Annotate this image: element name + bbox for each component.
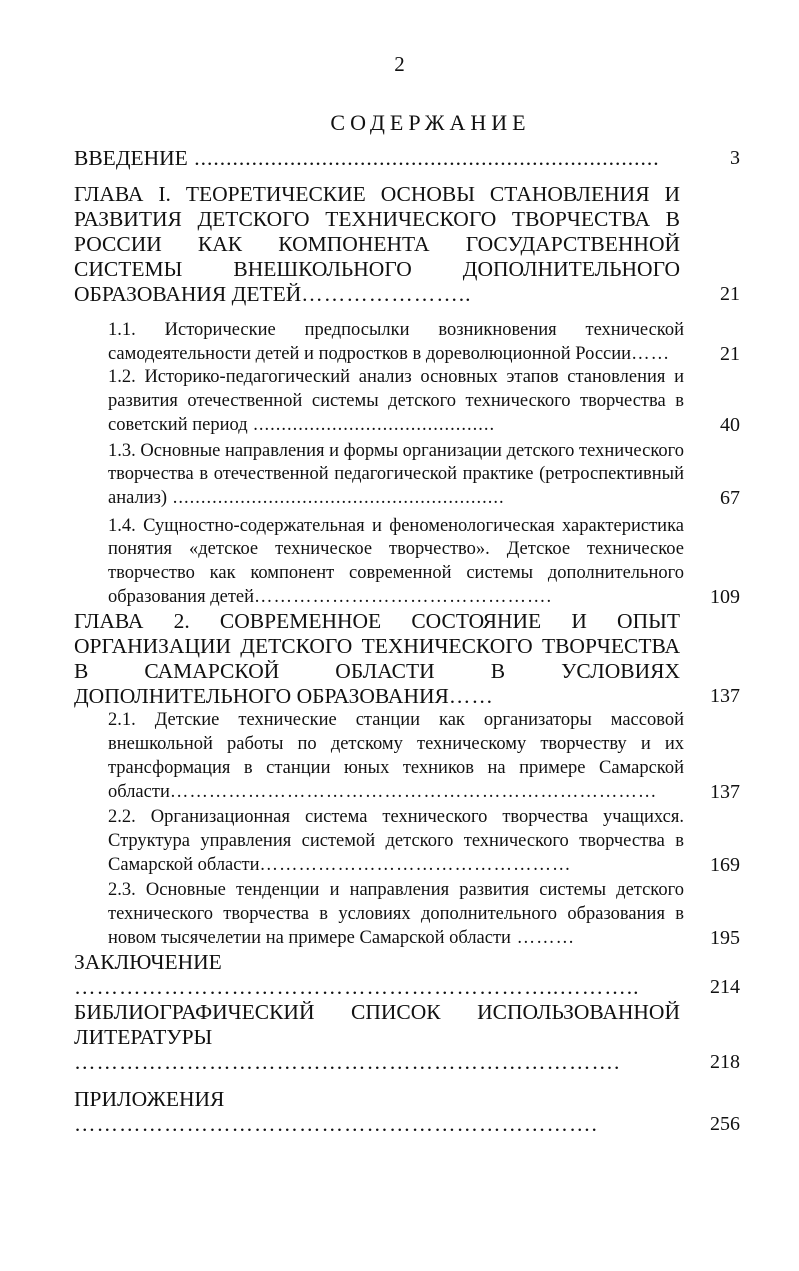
toc-page-number: 195 xyxy=(710,926,740,949)
toc-entry-section-1-4[interactable] xyxy=(74,515,740,610)
toc-page-number: 67 xyxy=(720,486,740,509)
toc-page-number: 169 xyxy=(710,853,740,876)
toc-entry-text: ГЛАВА 2. СОВРЕМЕННОЕ СОСТОЯНИЕ И ОПЫТ ОРГАНИЗАЦИИ ДЕТСКОГО ТЕХНИЧЕСКОГО ТВОРЧЕСТВА В САМАРСКОЙ ОБЛАСТИ В УСЛОВИЯХ ДОПОЛНИТЕЛЬНОГО ОБРАЗОВАНИЯ xyxy=(74,609,680,709)
toc-page-number: 218 xyxy=(710,1051,740,1074)
toc-page-number: 256 xyxy=(710,1113,740,1136)
toc-leader-dots: ………………………………………………………………… xyxy=(169,781,658,802)
toc-leader-dots: ………………………………………………………………. xyxy=(74,1050,621,1075)
toc-leader-dots: ………………….. xyxy=(301,282,472,306)
toc-entry-text: 1.1. Исторические предпосылки возникновения технической самодеятельности детей и подростков в дореволюционной России xyxy=(108,320,684,364)
toc-leader-dots: ………………………………………… xyxy=(259,854,572,875)
toc-entry-text: 2.2. Организационная система технического творчества учащихся. Структура управления системой детского технического творчества в Самарской области xyxy=(108,807,684,875)
toc-entry-chapter-2[interactable] xyxy=(74,609,740,709)
toc-leader-dots: ........................................... xyxy=(247,414,496,435)
toc-entry-section-2-2[interactable] xyxy=(74,806,740,877)
toc-page-number: 3 xyxy=(730,147,740,169)
toc-entry-text: 2.1. Детские технические станции как организаторы массовой внешкольной работы по детскому техническому творчеству и их трансформация в станции юных техников на примере Самарской области xyxy=(108,710,684,802)
table-of-contents xyxy=(74,146,740,1137)
toc-leader-dots: ........................................................... xyxy=(167,487,505,508)
toc-entry-appendices[interactable] xyxy=(74,1087,740,1137)
toc-entry-text: 1.4. Сущностно-содержательная и феноменологическая характеристика понятия «детское техническое творчество». Детское техническое творчество как компонент современной системы дополнительного образования детей xyxy=(108,515,684,607)
toc-entry-text: ЗАКЛЮЧЕНИЕ xyxy=(74,950,222,975)
page-number: 2 xyxy=(394,52,405,76)
toc-entry-text: ВВЕДЕНИЕ xyxy=(74,146,188,170)
toc-entry-section-2-1[interactable] xyxy=(74,709,740,804)
toc-entry-text: 1.3. Основные направления и формы организации детского технического творчества в отечественной педагогической практике (ретроспективный анализ) xyxy=(108,440,684,508)
toc-entry-conclusion[interactable] xyxy=(74,950,740,1000)
toc-entry-introduction[interactable] xyxy=(74,146,740,171)
toc-entry-text: 1.2. Историко-педагогический анализ основных этапов становления и развития отечественной системы детского технического творчества в советский период xyxy=(108,367,684,435)
toc-entry-text: ГЛАВА I. ТЕОРЕТИЧЕСКИЕ ОСНОВЫ СТАНОВЛЕНИЯ И РАЗВИТИЯ ДЕТСКОГО ТЕХНИЧЕСКОГО ТВОРЧЕСТВА В РОССИИ КАК КОМПОНЕНТА ГОСУДАРСТВЕННОЙ СИСТЕМЫ ВНЕШКОЛЬНОГО ДОПОЛНИТЕЛЬНОГО ОБРАЗОВАНИЯ ДЕТЕЙ xyxy=(74,182,680,306)
toc-leader-dots: ………………………………………. xyxy=(254,586,553,607)
toc-entry-text: БИБЛИОГРАФИЧЕСКИЙ СПИСОК ИСПОЛЬЗОВАННОЙ ЛИТЕРАТУРЫ xyxy=(74,1000,680,1050)
toc-entry-text: ПРИЛОЖЕНИЯ xyxy=(74,1087,225,1112)
toc-leader-dots: ……………………………………………………………. xyxy=(74,1112,598,1137)
toc-page-number: 40 xyxy=(720,413,740,436)
toc-leader-dots: ……… xyxy=(510,927,576,948)
toc-page-number: 214 xyxy=(710,976,740,999)
toc-page-number: 21 xyxy=(720,342,740,365)
toc-entry-bibliography[interactable] xyxy=(74,1000,740,1075)
toc-page-number: 137 xyxy=(710,780,740,803)
toc-entry-chapter-1[interactable] xyxy=(74,182,740,307)
toc-page-number: 109 xyxy=(710,585,740,608)
toc-page-number: 21 xyxy=(720,283,740,305)
toc-entry-section-1-3[interactable] xyxy=(74,440,740,511)
toc-entry-text: 2.3. Основные тенденции и направления развития системы детского технического творчества в условиях дополнительного образования в новом тысячелетии на примере Самарской области xyxy=(108,880,684,948)
toc-leader-dots: ......................................................................... xyxy=(187,146,660,170)
toc-page-number: 137 xyxy=(710,685,740,708)
toc-entry-section-1-2[interactable] xyxy=(74,366,740,437)
toc-entry-section-2-3[interactable] xyxy=(74,879,740,950)
toc-leader-dots: ………………………………………………………..……….. xyxy=(74,975,640,1000)
toc-leader-dots: …… xyxy=(631,343,671,364)
toc-entry-section-1-1[interactable] xyxy=(74,319,740,366)
toc-title: СОДЕРЖАНИЕ xyxy=(330,110,531,135)
toc-leader-dots: …… xyxy=(448,684,494,709)
